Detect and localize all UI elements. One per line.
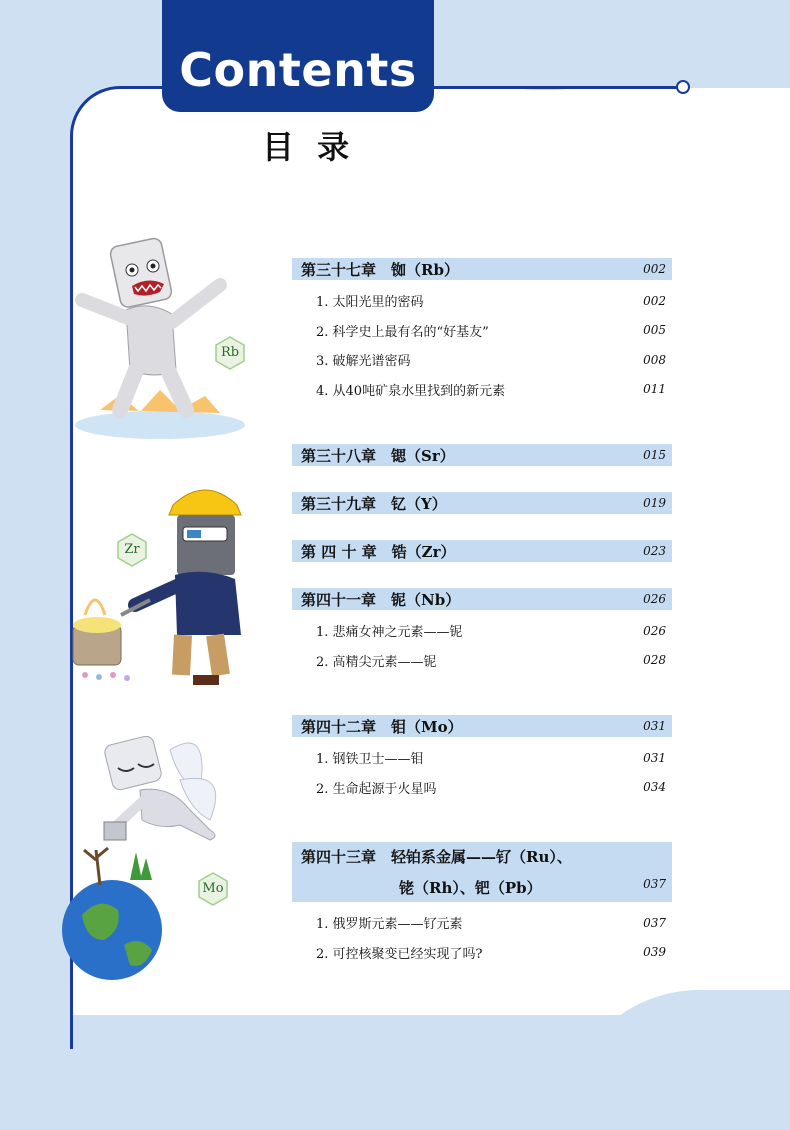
frame-end-dot [676,80,690,94]
toc-section[interactable] [292,773,672,803]
chapter-title: 第三十九章 钇（Y） [301,494,447,513]
toc-chapter-38[interactable] [292,444,672,466]
contents-heading: Contents [162,0,434,112]
chapter-page-number: 037 [643,877,666,891]
toc-chapter-40[interactable] [292,540,672,562]
toc-chapter-39[interactable] [292,492,672,514]
section-title: 1. 悲痛女神之元素——铌 [316,625,463,641]
toc-section[interactable] [292,646,672,676]
section-page-number: 005 [643,323,666,338]
section-title: 2. 可控核聚变已经实现了吗? [316,946,483,962]
toc-chapter-43 [292,842,672,967]
section-title: 2. 生命起源于火星吗 [316,781,437,797]
section-page-number: 026 [643,623,666,638]
chapter-title: 第四十一章 铌（Nb） [301,590,461,609]
section-title: 4. 从40吨矿泉水里找到的新元素 [316,383,506,399]
toc-section[interactable] [292,908,672,938]
chapter-page-number: 002 [643,262,666,276]
decor-blob-top [420,0,670,90]
chapter-title: 第四十二章 钼（Mo） [301,717,463,736]
toc-section[interactable] [292,286,672,316]
section-title: 1. 太阳光里的密码 [316,295,424,311]
toc-section[interactable] [292,375,672,405]
section-page-number: 028 [643,653,666,668]
section-title: 3. 破解光谱密码 [316,354,411,370]
section-title: 2. 科学史上最有名的“好基友” [316,324,489,340]
section-title: 2. 高精尖元素——铌 [316,654,437,670]
toc-section[interactable] [292,743,672,773]
chapter-title: 第三十八章 锶（Sr） [301,446,455,465]
toc-chapter-37 [292,258,672,404]
zirconium-worker-illustration [65,475,255,695]
chapter-page-number: 031 [643,719,666,733]
chapter-page-number: 026 [643,592,666,606]
toc-section[interactable] [292,345,672,375]
toc-section[interactable] [292,616,672,646]
chapter-page-number: 015 [643,448,666,462]
chapter-heading[interactable] [292,715,672,737]
chapter-title: 第 四 十 章 锆（Zr） [301,542,456,561]
section-page-number: 034 [643,780,666,795]
toc-chapter-41 [292,588,672,675]
toc-chapter-42 [292,715,672,802]
chapter-page-number: 023 [643,544,666,558]
section-title: 1. 俄罗斯元素——钌元素 [316,917,463,933]
section-page-number: 011 [643,382,666,397]
rb-badge-label: Rb [220,345,240,360]
chapter-heading[interactable] [292,842,672,902]
section-page-number: 037 [643,915,666,930]
table-of-contents [292,258,672,967]
section-page-number: 002 [643,293,666,308]
section-page-number: 008 [643,352,666,367]
chapter-title-line-1: 第四十三章 轻铂系金属——钌（Ru）、 [301,848,572,866]
page-title: 目 录 [262,128,356,166]
chapter-heading[interactable] [292,588,672,610]
section-page-number: 039 [643,945,666,960]
mo-badge-label: Mo [202,881,224,896]
chapter-page-number: 019 [643,496,666,510]
section-title: 1. 钢铁卫士——钼 [316,752,424,768]
section-page-number: 031 [643,750,666,765]
toc-section[interactable] [292,316,672,346]
zr-badge-label: Zr [124,542,140,557]
toc-section[interactable] [292,938,672,968]
chapter-title: 第三十七章 铷（Rb） [301,260,459,279]
chapter-heading[interactable] [292,258,672,280]
molybdenum-fairy-earth-illustration [60,730,250,980]
chapter-title-line-2: 铑（Rh）、钯（Pb） [399,879,542,897]
